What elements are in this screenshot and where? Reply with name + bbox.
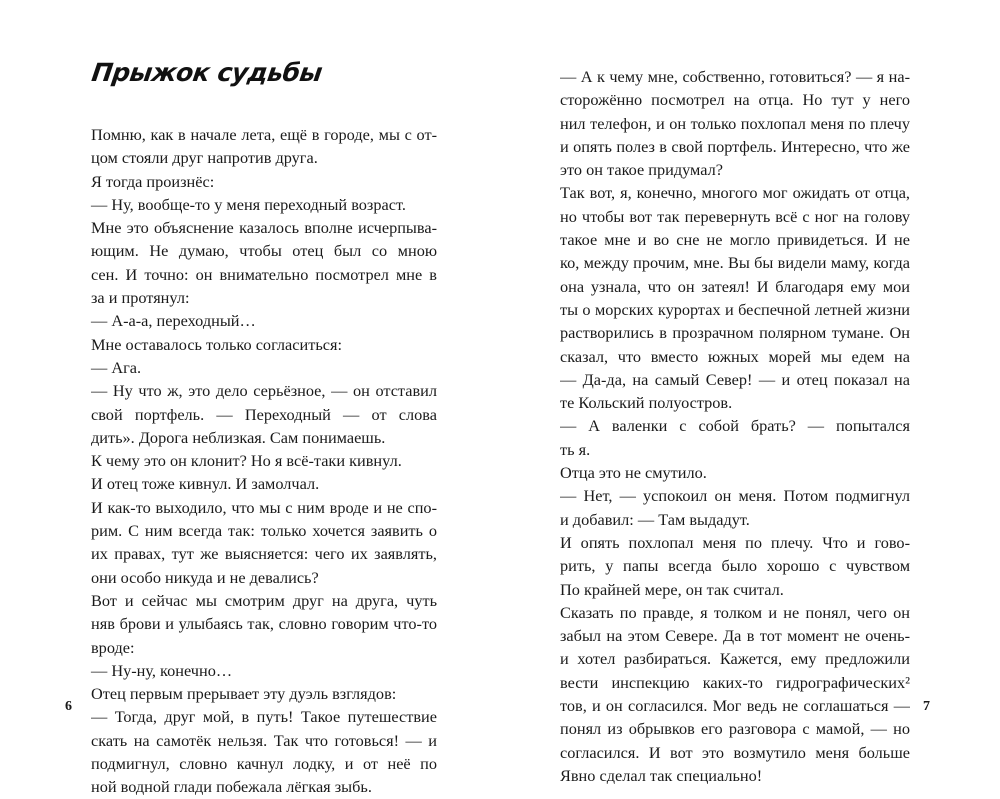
text-line: понял из обрывков его разговора с мамой, — но (560, 719, 910, 739)
right-page (500, 0, 1000, 785)
text-line: Явно сделал так специально! (560, 765, 763, 785)
text-line: ко, между прочим, мне. Вы бы видели маму, когда (560, 253, 910, 273)
text-line: такое мне и во сне не могло привидеться. И не (560, 230, 910, 250)
text-line: они особо никуда и не девались? (91, 567, 319, 587)
text-line: — А валенки с собой брать? — попытался (560, 416, 910, 436)
text-line: — Тогда, друг мой, в путь! Такое путешествие (91, 707, 437, 727)
text-line: и опять полез в свой портфель. Интересно, что же (560, 136, 910, 156)
text-line: вроде: (91, 637, 135, 657)
text-line: и добавил: — Там выдадут. (560, 509, 750, 529)
text-line: те Кольский полуостров. (560, 393, 733, 413)
text-line: ной водной глади побежала лёгкая зыбь. (91, 777, 372, 797)
text-line: И отец тоже кивнул. И замолчал. (91, 474, 320, 494)
text-line: сен. И точно: он внимательно посмотрел мне в (91, 264, 437, 284)
text-line: нил телефон, и он только похлопал меня по плечу (560, 113, 910, 133)
text-line: К чему это он клонит? Но я всё-таки кивнул. (91, 451, 402, 471)
text-line: и хотел разбираться. Кажется, ему предложили (560, 649, 910, 669)
text-line: это он такое придумал? (560, 160, 723, 180)
text-line: ть я. (560, 439, 591, 459)
text-line: Отца это не смутило. (560, 463, 707, 483)
text-line: рим. С ним всегда так: только хочется заявить о (91, 521, 437, 541)
text-line: Так вот, я, конечно, многого мог ожидать от отца, (560, 183, 910, 203)
text-line: — Нет, — успокоил он меня. Потом подмигнул (560, 486, 910, 506)
left-page (0, 0, 500, 797)
text-line: — Да-да, на самый Север! — и отец показал на (560, 369, 910, 389)
text-line: Отец первым прерывает эту дуэль взглядов: (91, 684, 397, 704)
text-line: скать на самотёк нельзя. Так что готовься! — и (91, 730, 437, 750)
text-line: но чтобы вот так перевернуть всё с ног на голову (560, 206, 910, 226)
text-line: няв брови и улыбаясь так, словно говорим что-то (91, 614, 437, 634)
text-line: — Ну что ж, это дело серьёзное, — он отставил (91, 381, 437, 401)
text-line: — А-а-а, переходный… (91, 311, 256, 331)
page-number-left: 6 (65, 699, 72, 714)
text-line: сказал, что вместо южных морей мы едем на (560, 346, 910, 366)
text-line: тов, и он согласился. Мог ведь не соглашаться — (560, 696, 910, 716)
text-line: растворились в прозрачном полярном тумане. Он (560, 323, 910, 343)
text-line: дить». Дорога неблизкая. Сам понимаешь. (91, 427, 386, 447)
text-line: ты о морских курортах и беспечной летней жизни (560, 299, 910, 319)
text-line: Мне это объяснение казалось вполне исчерпыва- (91, 218, 437, 238)
text-line: подмигнул, словно качнул лодку, и от неё по (91, 754, 437, 774)
text-line: забыл на этом Севере. Да в тот момент не очень- (560, 626, 910, 646)
text-line: — Ну, вообще-то у меня переходный возраст. (91, 194, 406, 214)
right-page-text (560, 65, 910, 787)
text-line: Мне оставалось только согласиться: (91, 334, 342, 354)
text-line: И опять похлопал меня по плечу. Что и гово- (560, 532, 910, 552)
text-line: цом стояли друг напротив друга. (91, 148, 318, 168)
text-line: И как-то выходило, что мы с ним вроде и не спо- (91, 497, 437, 517)
text-line: за и протянул: (91, 288, 190, 308)
text-line: — Ага. (91, 357, 142, 377)
text-line: рить, у папы всегда было хорошо с чувством (560, 556, 910, 576)
chapter-title: Прыжок судьбы (89, 58, 324, 87)
text-line: Я тогда произнёс: (91, 171, 215, 191)
page-number-right: 7 (923, 699, 930, 714)
text-line: Сказать по правде, я толком и не понял, чего он (560, 602, 910, 622)
text-line: Помню, как в начале лета, ещё в городе, мы с от- (91, 125, 437, 144)
text-line: Вот и сейчас мы смотрим друг на друга, чуть (91, 590, 437, 610)
text-line: вести инспекцию каких-то гидрографических² (560, 672, 910, 692)
left-page-text (91, 123, 437, 799)
text-line: она узнала, что он затеял! И благодаря ему мои (560, 276, 910, 296)
text-line: согласился. И вот это возмутило меня больше (560, 742, 910, 762)
text-line: По крайней мере, он так считал. (560, 579, 784, 599)
text-line: — Ну-ну, конечно… (91, 660, 233, 680)
text-line: ющим. Не думаю, чтобы отец был со мною (91, 241, 437, 261)
text-line: свой портфель. — Переходный — от слова (91, 404, 437, 424)
text-line: их правах, тут же выясняется: чего их заявлять, (91, 544, 437, 564)
text-line: — А к чему мне, собственно, готовиться? — я на- (560, 67, 910, 86)
text-line: сторожённо посмотрел на отца. Но тут у него (560, 90, 910, 110)
